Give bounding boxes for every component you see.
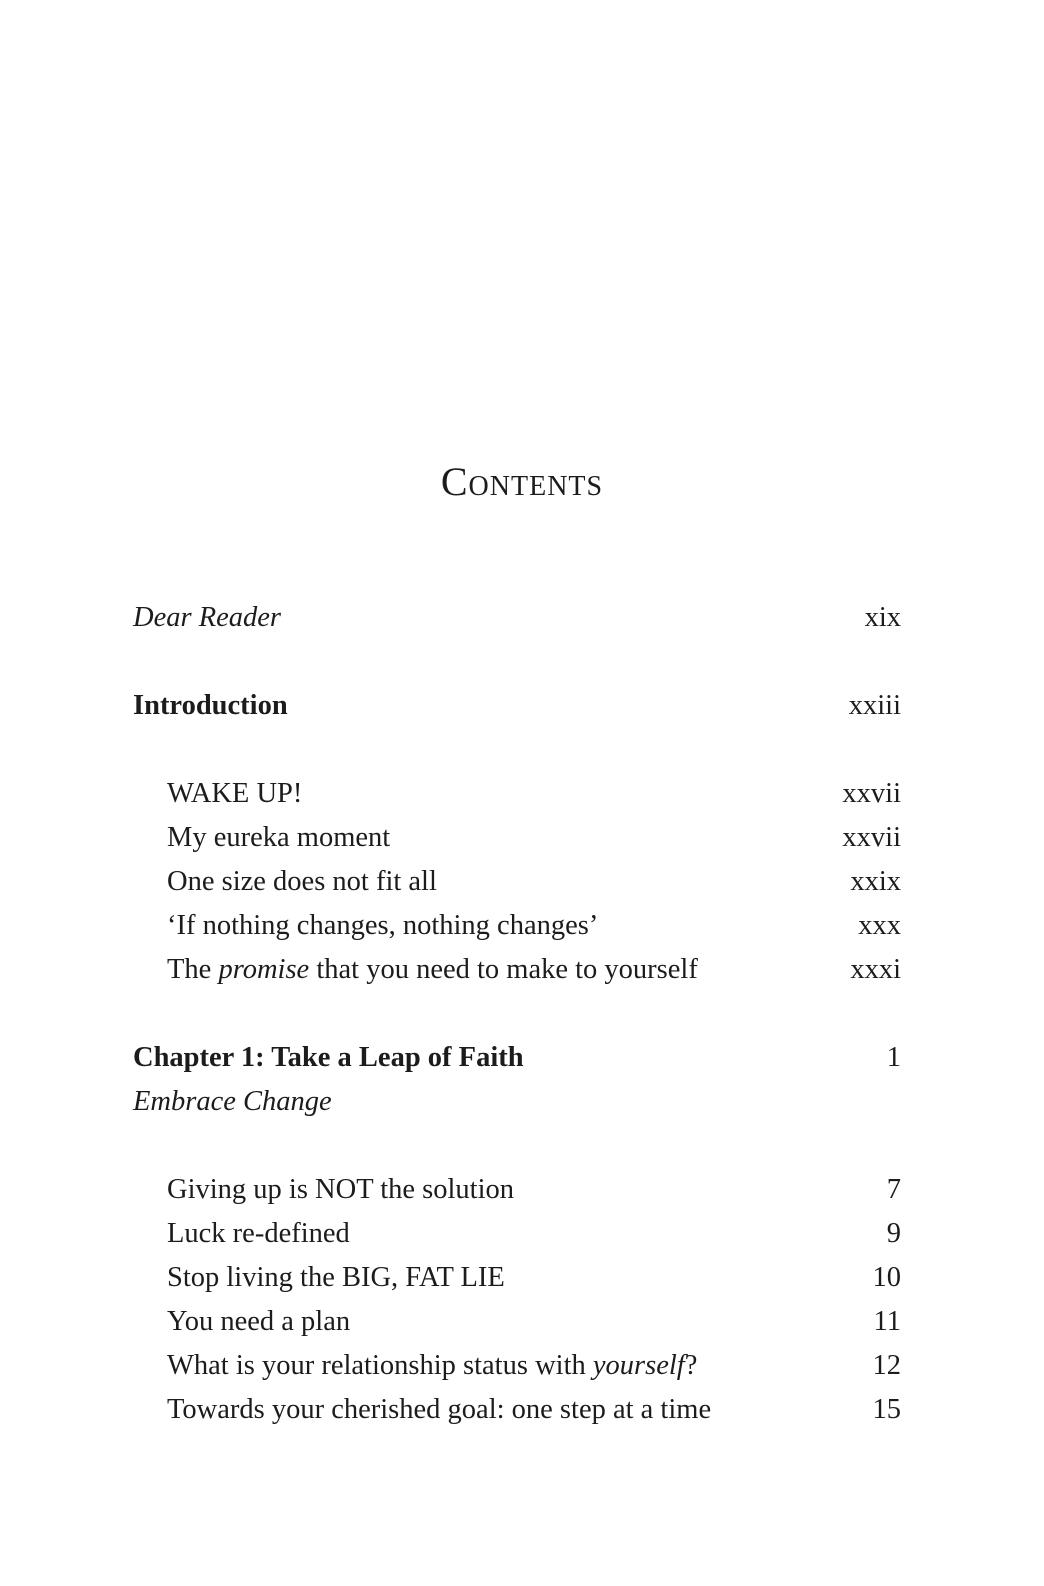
toc-entry-eureka-moment[interactable] <box>133 816 901 860</box>
toc-entry-page: xxvii <box>842 778 901 809</box>
toc-entry-the-promise[interactable] <box>133 948 901 992</box>
toc-entry-luck-redefined[interactable] <box>133 1212 901 1256</box>
toc-entry-label: Giving up is NOT the solution <box>167 1174 515 1205</box>
toc-entry-page: xxxi <box>850 954 901 985</box>
toc-entry-page: xxiii <box>848 690 901 721</box>
toc-entry-page: xxix <box>850 866 901 897</box>
toc-entry-one-size[interactable] <box>133 860 901 904</box>
toc-entry-label <box>167 948 698 992</box>
toc-chapter-1-subtitle <box>133 1080 901 1124</box>
page-title: Contents <box>440 459 604 504</box>
toc-entry-page: 10 <box>872 1262 901 1293</box>
toc-entry-label: Towards your cherished goal: one step at a time <box>167 1394 712 1425</box>
toc-entry-page: 15 <box>872 1394 901 1425</box>
table-of-contents <box>133 596 901 1432</box>
toc-entry-you-need-a-plan[interactable] <box>133 1300 901 1344</box>
toc-entry-label: Dear Reader <box>133 602 281 633</box>
toc-entry-giving-up[interactable] <box>133 1168 901 1212</box>
toc-entry-label: Introduction <box>133 690 288 721</box>
toc-entry-label: Luck re-defined <box>167 1218 350 1249</box>
toc-entry-if-nothing-changes[interactable] <box>133 904 901 948</box>
toc-entry-label-before: The <box>167 954 219 985</box>
toc-entry-label <box>167 1344 697 1388</box>
toc-entry-wake-up[interactable] <box>133 772 901 816</box>
toc-entry-relationship-status[interactable] <box>133 1344 901 1388</box>
toc-entry-page: xxx <box>858 910 901 941</box>
toc-entry-label: Stop living the BIG, FAT LIE <box>167 1262 505 1293</box>
toc-chapter-subtitle: Embrace Change <box>133 1086 332 1117</box>
toc-entry-label-after: ? <box>684 1350 698 1381</box>
toc-entry-page: 7 <box>886 1174 901 1205</box>
toc-entry-label: WAKE UP! <box>167 778 303 809</box>
toc-entry-introduction[interactable] <box>133 684 901 728</box>
toc-entry-label-emphasis: promise <box>218 954 310 985</box>
toc-entry-page: xxvii <box>842 822 901 853</box>
toc-entry-label-before: What is your relationship status with <box>167 1350 593 1381</box>
toc-entry-label: One size does not fit all <box>167 866 437 897</box>
toc-entry-label-after: that you need to make to yourself <box>309 954 698 985</box>
toc-entry-cherished-goal[interactable] <box>133 1388 901 1432</box>
toc-entry-label: ‘If nothing changes, nothing changes’ <box>167 910 599 941</box>
toc-entry-dear-reader[interactable] <box>133 596 901 640</box>
toc-entry-page: 11 <box>873 1306 901 1337</box>
toc-entry-page: 1 <box>886 1042 901 1073</box>
toc-entry-label: My eureka moment <box>167 822 391 853</box>
toc-entry-page: 9 <box>886 1218 901 1249</box>
toc-entry-label-emphasis: yourself <box>592 1350 685 1381</box>
toc-entry-page: 12 <box>872 1350 901 1381</box>
toc-entry-page: xix <box>864 602 901 633</box>
toc-entry-label: Chapter 1: Take a Leap of Faith <box>133 1042 524 1073</box>
toc-entry-big-fat-lie[interactable] <box>133 1256 901 1300</box>
toc-entry-chapter-1[interactable] <box>133 1036 901 1080</box>
toc-entry-label: You need a plan <box>167 1306 351 1337</box>
